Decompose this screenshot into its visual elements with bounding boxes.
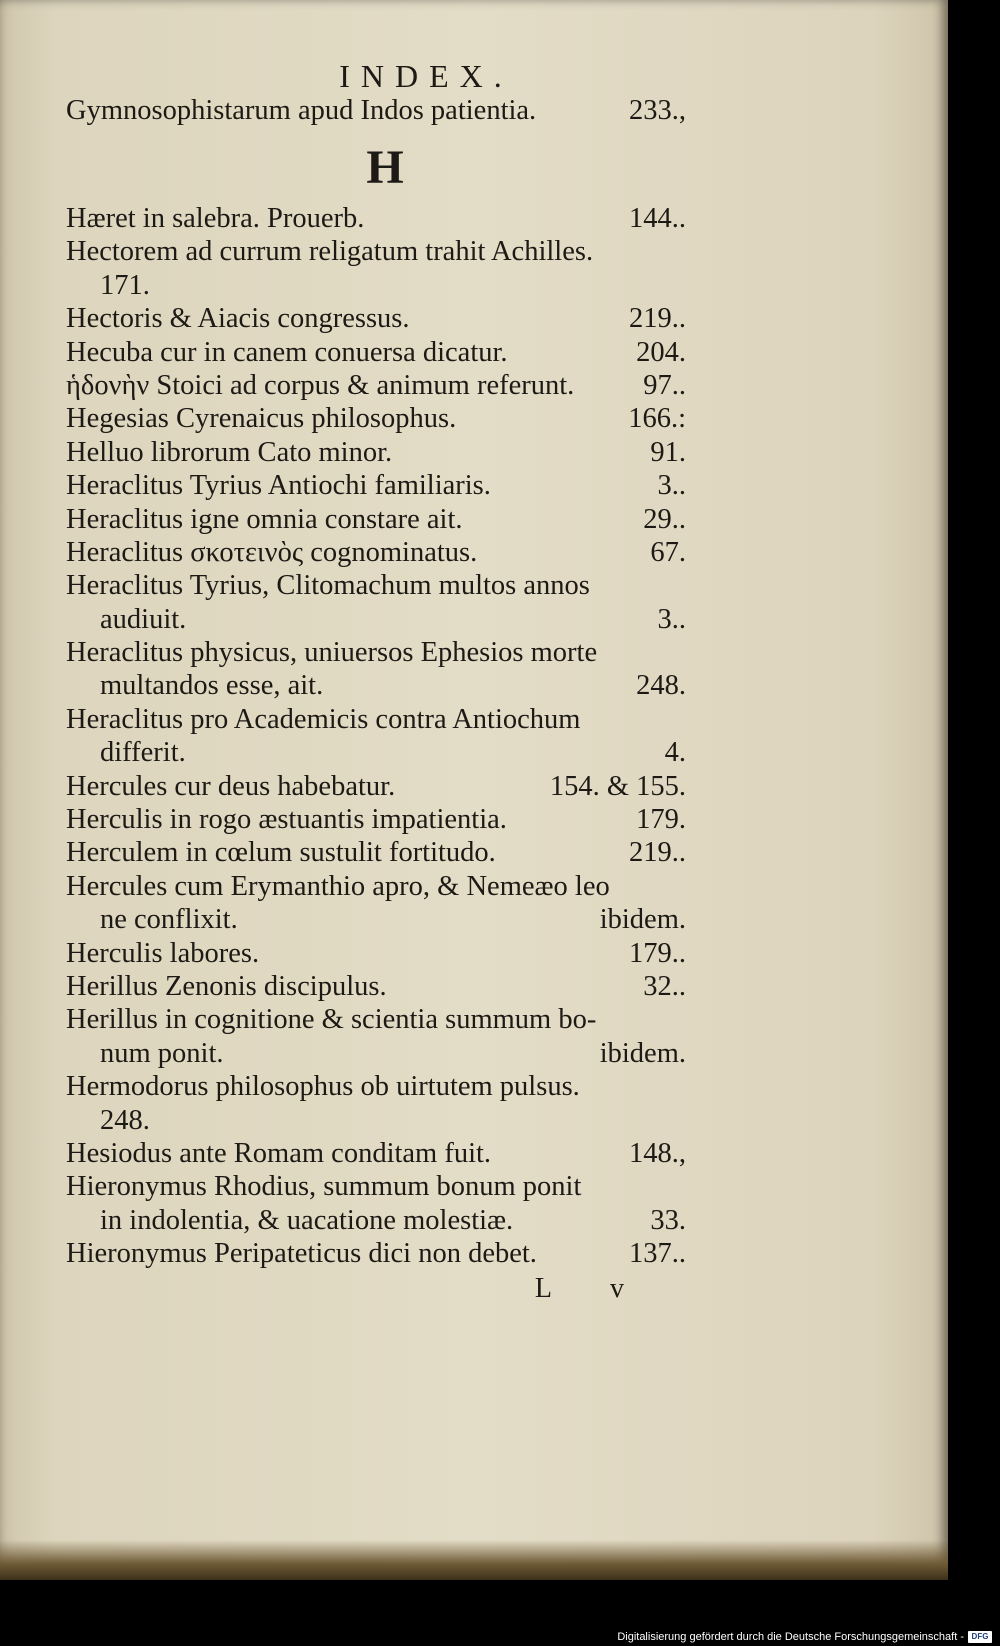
- entry-line: [66, 1237, 686, 1270]
- index-entry: [66, 503, 686, 536]
- index-entry: [66, 402, 686, 435]
- index-entry: [66, 536, 686, 569]
- entry-text: Gymnosophistarum apud Indos patientia.: [66, 95, 537, 126]
- entry-continuation-line: [66, 1104, 686, 1137]
- entry-line: [66, 1137, 686, 1170]
- index-entry: [66, 202, 686, 235]
- entry-page-number: 219..: [629, 303, 686, 335]
- index-entry: [66, 703, 686, 770]
- entry-page-number: 91.: [650, 436, 686, 468]
- index-entry: [66, 1137, 686, 1170]
- entry-text: audiuit.: [100, 603, 187, 635]
- entry-page-number: 29..: [643, 503, 686, 535]
- carry-over-entry: [66, 94, 686, 130]
- entry-text: 171.: [100, 269, 150, 301]
- entry-text: Hegesias Cyrenaicus philosophus.: [66, 403, 457, 435]
- entry-page-number: 248.: [636, 670, 686, 702]
- index-entry: [66, 770, 686, 803]
- entry-text: Hæret in salebra. Prouerb.: [66, 203, 365, 234]
- entry-text: Hectoris & Aiacis congressus.: [66, 303, 410, 335]
- index-entry: [66, 836, 686, 869]
- entry-text: Heraclitus physicus, uniuersos Ephesios morte: [66, 637, 598, 669]
- entry-text: multandos esse, ait.: [100, 670, 324, 702]
- entry-continuation-line: [66, 603, 686, 636]
- entry-line: [66, 937, 686, 970]
- index-entry: [66, 569, 686, 636]
- entry-page-number: 137..: [629, 1238, 686, 1270]
- entry-text: Herculis labores.: [66, 937, 260, 969]
- entry-line: [66, 402, 686, 435]
- entry-line: [66, 703, 686, 736]
- entry-text: ne conflixit.: [100, 904, 238, 936]
- entry-page-number: 148.,: [629, 1137, 686, 1169]
- entry-text: Herculem in cœlum sustulit fortitudo.: [66, 837, 496, 869]
- index-entry: [66, 1237, 686, 1270]
- entry-line: [66, 569, 686, 602]
- index-entry: [66, 636, 686, 703]
- entry-text: Hercules cur deus habebatur.: [66, 770, 396, 802]
- index-entry: [66, 970, 686, 1003]
- entry-text: Hieronymus Rhodius, summum bonum ponit: [66, 1171, 582, 1203]
- entry-page-number: 33.: [650, 1204, 686, 1236]
- entry-page-number: 154. & 155.: [549, 770, 686, 802]
- entry-page-number: 3..: [657, 470, 686, 502]
- entry-text: Hieronymus Peripateticus dici non debet.: [66, 1238, 537, 1270]
- entry-text: Heraclitus igne omnia constare ait.: [66, 503, 463, 535]
- entry-continuation-line: [66, 903, 686, 936]
- entry-continuation-line: [66, 669, 686, 702]
- entry-page-number: 233.,: [629, 95, 686, 126]
- page-bottom-edge: [0, 1540, 948, 1580]
- entry-page-number: 166.:: [628, 403, 686, 435]
- entry-text: Heraclitus σκοτεινὸς cognominatus.: [66, 536, 478, 568]
- entry-line: [66, 302, 686, 335]
- entry-page-number: ibidem.: [599, 1037, 686, 1069]
- entry-continuation-line: [66, 1037, 686, 1070]
- index-entry: [66, 1170, 686, 1237]
- index-entry: [66, 870, 686, 937]
- index-entry: [66, 937, 686, 970]
- footer-bar: [0, 1628, 1000, 1646]
- entry-line: [66, 636, 686, 669]
- entry-line: [66, 803, 686, 836]
- index-entry: [66, 1070, 686, 1137]
- entry-text: in indolentia, & uacatione molestiæ.: [100, 1204, 514, 1236]
- index-entry: [66, 369, 686, 402]
- index-text-block: [66, 58, 686, 1307]
- index-entry: [66, 436, 686, 469]
- index-entry: [66, 803, 686, 836]
- index-entry-list: [66, 202, 686, 1271]
- entry-line: [66, 870, 686, 903]
- entry-text: Hesiodus ante Romam conditam fuit.: [66, 1137, 492, 1169]
- entry-text: Herculis in rogo æstuantis impatientia.: [66, 804, 507, 836]
- entry-line: [66, 235, 686, 268]
- index-entry: [66, 336, 686, 369]
- entry-text: ἡδονὴν Stoici ad corpus & animum referunt.: [66, 369, 575, 401]
- running-head: INDEX.: [339, 58, 513, 94]
- entry-line: [66, 1003, 686, 1036]
- entry-line: [66, 970, 686, 1003]
- entry-line: [66, 836, 686, 869]
- dfg-logo: DFG: [968, 1631, 992, 1643]
- entry-page-number: 67.: [650, 536, 686, 568]
- entry-page-number: 219..: [629, 837, 686, 869]
- entry-text: Hermodorus philosophus ob uirtutem pulsus.: [66, 1071, 580, 1103]
- entry-line: [66, 436, 686, 469]
- index-entry: [66, 235, 686, 302]
- entry-page-number: ibidem.: [599, 904, 686, 936]
- catchword: L v: [534, 1272, 650, 1304]
- funding-notice: Digitalisierung gefördert durch die Deutsche Forschungsgemeinschaft -: [617, 1631, 964, 1643]
- entry-page-number: 204.: [636, 336, 686, 368]
- entry-line: [66, 202, 686, 235]
- entry-continuation-line: [66, 269, 686, 302]
- entry-page-number: 179..: [629, 937, 686, 969]
- entry-line: [66, 1070, 686, 1103]
- entry-line: [66, 336, 686, 369]
- index-entry: [66, 1003, 686, 1070]
- entry-continuation-line: [66, 1204, 686, 1237]
- entry-page-number: 179.: [636, 804, 686, 836]
- entry-page-number: 3..: [657, 603, 686, 635]
- entry-text: Helluo librorum Cato minor.: [66, 436, 393, 468]
- entry-page-number: 4.: [664, 737, 686, 769]
- entry-page-number: 32..: [643, 970, 686, 1002]
- entry-page-number: 97..: [643, 369, 686, 401]
- entry-text: Hecuba cur in canem conuersa dicatur.: [66, 336, 508, 368]
- entry-text: Herillus Zenonis discipulus.: [66, 970, 387, 1002]
- entry-text: differit.: [100, 737, 186, 769]
- entry-text: Hectorem ad currum religatum trahit Achilles.: [66, 236, 594, 268]
- entry-line: [66, 536, 686, 569]
- entry-text: Heraclitus Tyrius Antiochi familiaris.: [66, 470, 491, 502]
- entry-text: Heraclitus pro Academicis contra Antiochum: [66, 703, 581, 735]
- entry-line: [66, 770, 686, 803]
- entry-text: Heraclitus Tyrius, Clitomachum multos annos: [66, 570, 590, 602]
- entry-text: num ponit.: [100, 1037, 224, 1069]
- entry-line: [66, 369, 686, 402]
- entry-line: [66, 503, 686, 536]
- entry-page-number: 144..: [629, 203, 686, 234]
- entry-text: Herillus in cognitione & scientia summum bo-: [66, 1004, 597, 1036]
- entry-line: [66, 469, 686, 502]
- index-entry: [66, 302, 686, 335]
- letter-heading: H: [366, 141, 404, 194]
- entry-text: Hercules cum Erymanthio apro, & Nemeæo leo: [66, 870, 610, 902]
- entry-continuation-line: [66, 736, 686, 769]
- index-entry: [66, 469, 686, 502]
- entry-line: [66, 1170, 686, 1203]
- entry-text: 248.: [100, 1104, 150, 1136]
